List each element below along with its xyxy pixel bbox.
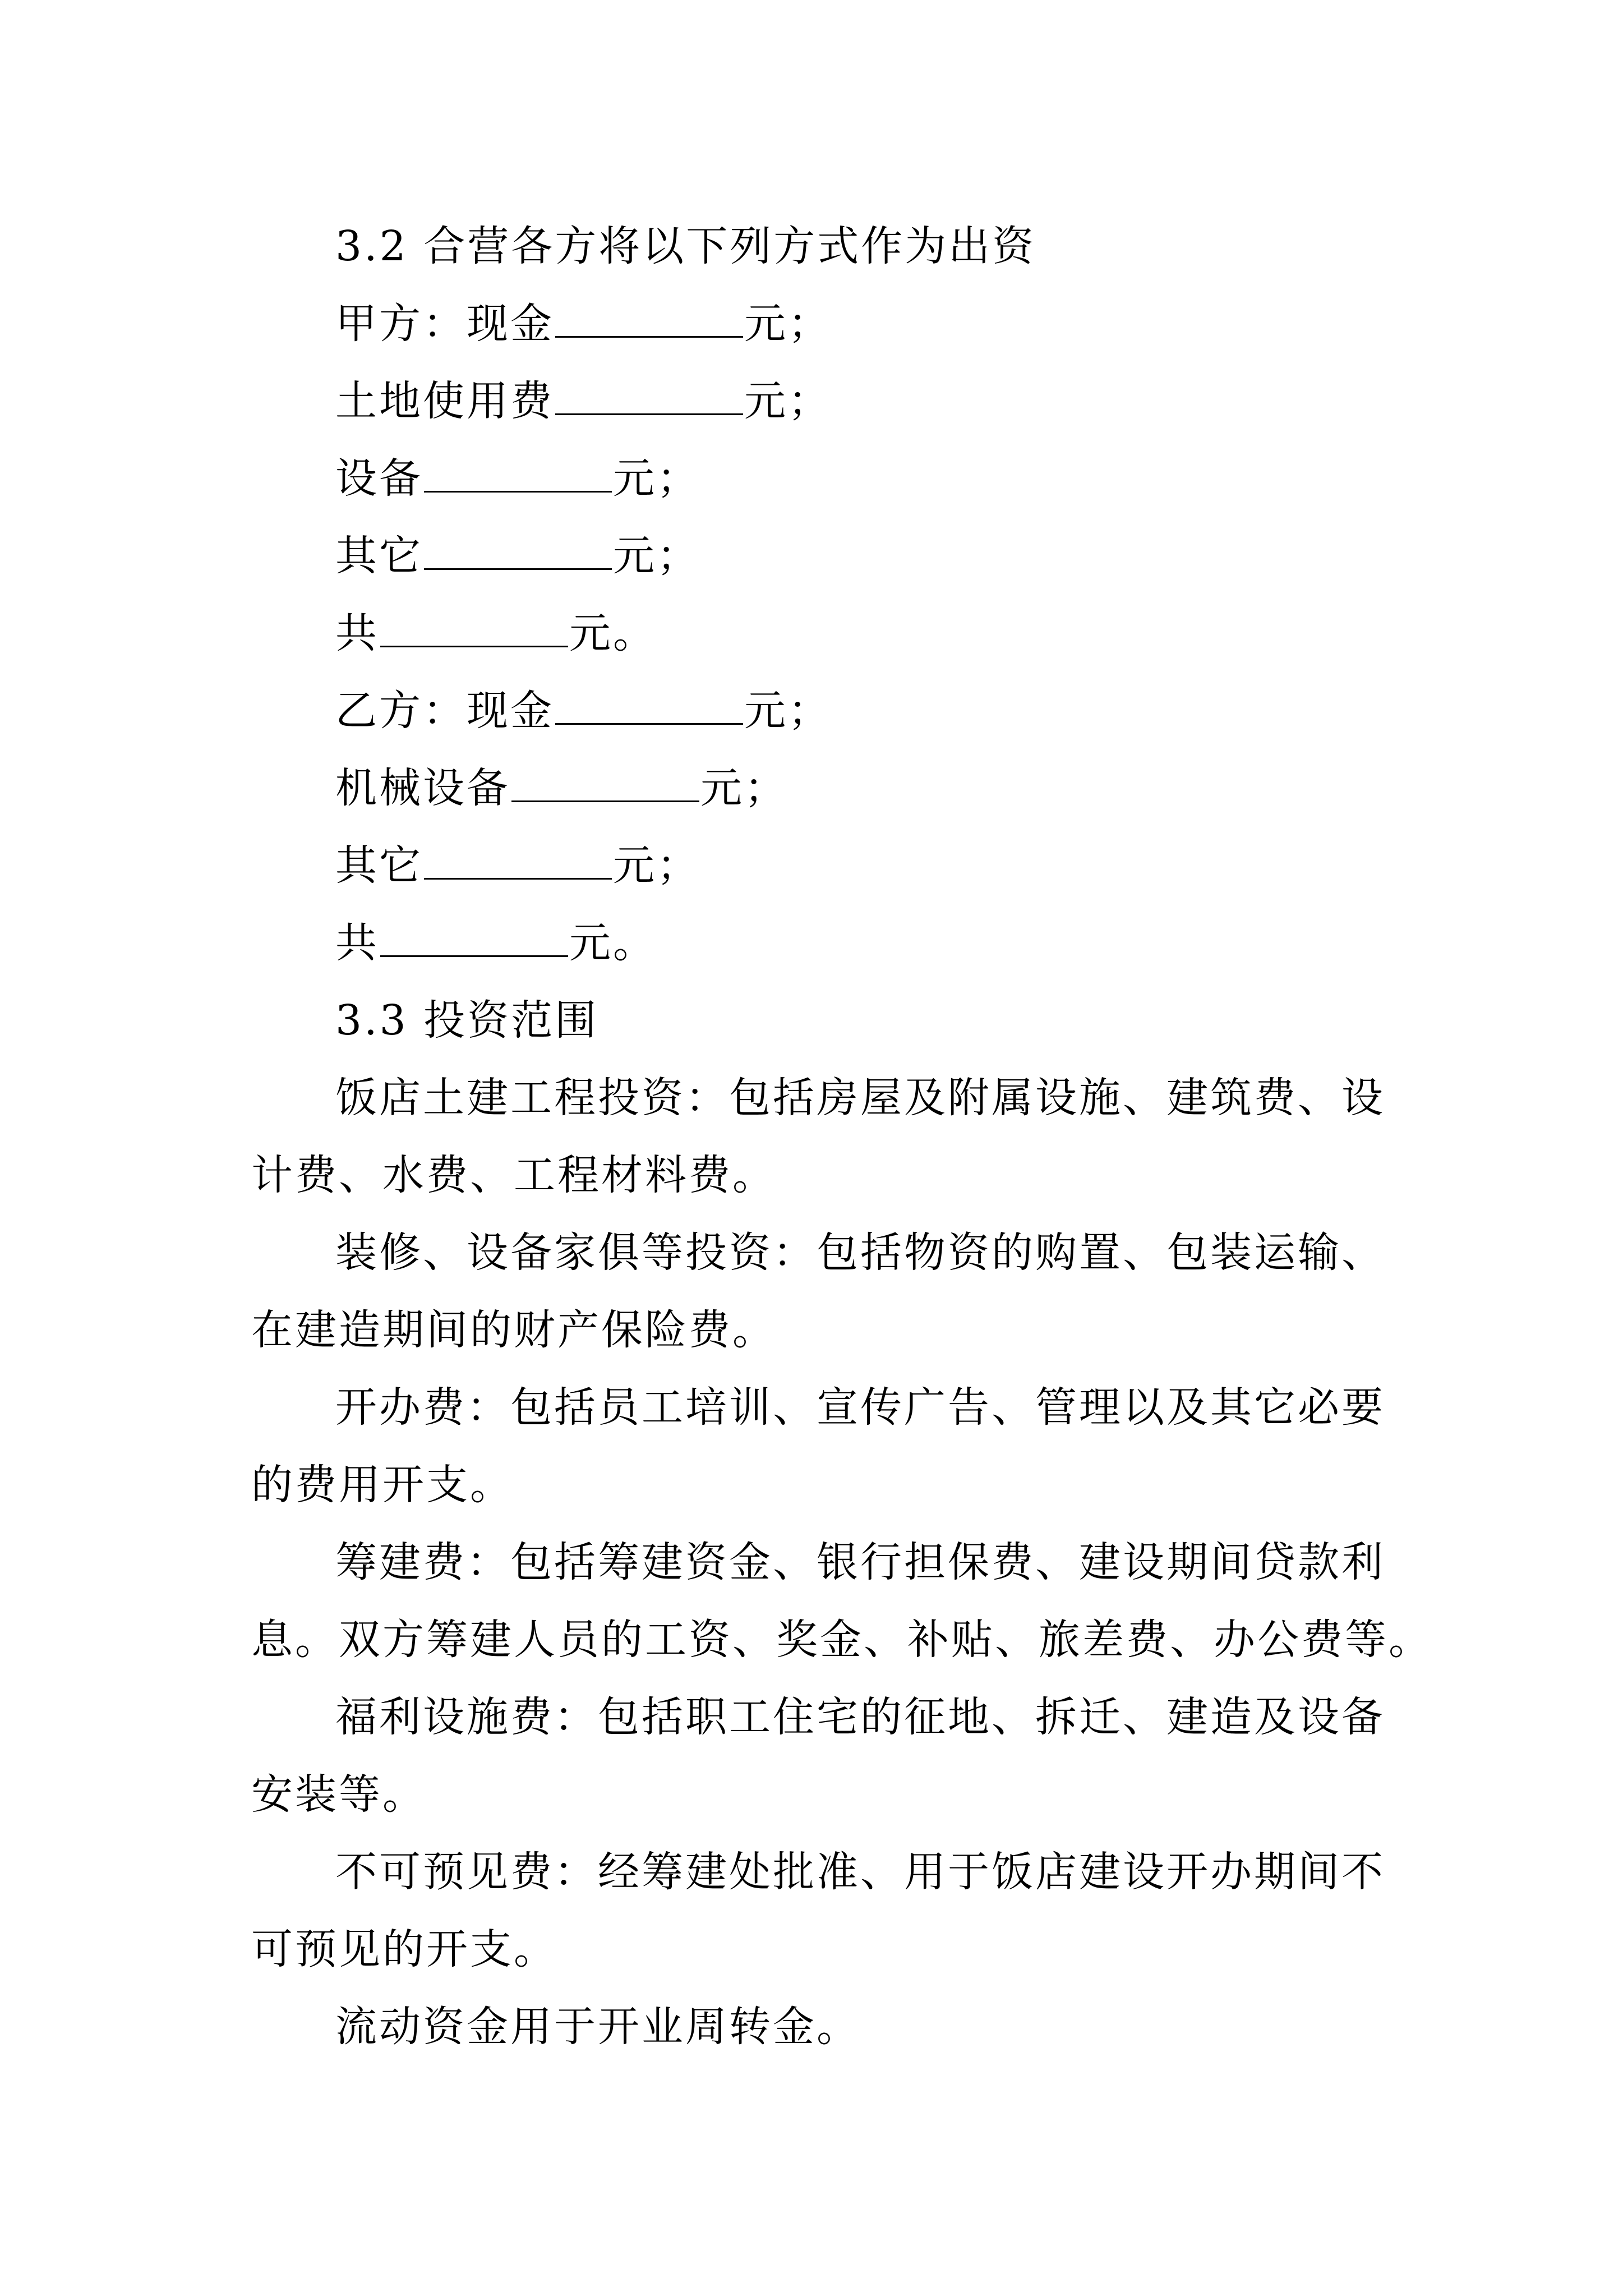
party-b-other-label: 其它: [335, 841, 423, 890]
contingency-fee-line-2: 可预见的开支。: [251, 1925, 557, 1973]
party-a-total-blank: [380, 612, 568, 647]
preparation-fee-line-2: 息。双方筹建人员的工资、奖金、补贴、旅差费、办公费等。: [251, 1616, 1432, 1664]
decoration-line-1: 装修、设备家俱等投资：包括物资的购置、包装运输、: [335, 1228, 1385, 1277]
party-b-machinery-label: 机械设备: [335, 764, 510, 812]
party-b-machinery-blank: [511, 767, 699, 802]
party-b-total-blank: [380, 922, 568, 957]
party-a-cash-unit: 元；: [744, 300, 832, 348]
opening-fee-line-1: 开办费：包括员工培训、宣传广告、管理以及其它必要: [335, 1383, 1385, 1432]
party-b-other-unit: 元；: [613, 841, 700, 890]
contingency-fee-paragraph: [251, 1833, 1395, 1988]
party-b-machinery-line: [251, 749, 1395, 827]
civil-works-paragraph: [251, 1059, 1395, 1214]
party-a-other-blank: [424, 535, 612, 570]
party-b-other-blank: [424, 844, 612, 880]
welfare-fee-line-1: 福利设施费：包括职工住宅的征地、拆迁、建造及设备: [335, 1693, 1385, 1741]
opening-fee-line-2: 的费用开支。: [251, 1461, 514, 1509]
welfare-fee-line-2: 安装等。: [251, 1770, 426, 1819]
party-a-land-line: [251, 362, 1395, 440]
party-a-land-unit: 元；: [744, 377, 832, 425]
party-b-total-line: [251, 904, 1395, 982]
party-a-other-unit: 元；: [613, 532, 700, 580]
decoration-paragraph: [251, 1214, 1395, 1369]
party-a-cash-label: 甲方：现金: [335, 300, 554, 348]
party-a-cash-blank: [555, 302, 743, 338]
opening-fee-paragraph: [251, 1369, 1395, 1524]
party-b-cash-line: [251, 672, 1395, 749]
party-a-other-label: 其它: [335, 532, 423, 580]
party-a-total-line: [251, 595, 1395, 672]
party-a-land-label: 土地使用费: [335, 377, 554, 425]
working-capital-line: 流动资金用于开业周转金。: [335, 2003, 860, 2051]
party-a-equipment-blank: [424, 457, 612, 493]
party-a-equipment-line: [251, 440, 1395, 517]
civil-works-line-1: 饭店土建工程投资：包括房屋及附属设施、建筑费、设: [335, 1074, 1385, 1122]
preparation-fee-line-1: 筹建费：包括筹建资金、银行担保费、建设期间贷款利: [335, 1538, 1385, 1586]
party-a-equipment-label: 设备: [335, 454, 423, 503]
party-a-land-blank: [555, 380, 743, 415]
civil-works-line-2: 计费、水费、工程材料费。: [251, 1151, 776, 1199]
party-a-total-unit: 元。: [569, 609, 657, 657]
party-a-equipment-unit: 元；: [613, 454, 700, 503]
contingency-fee-line-1: 不可预见费：经筹建处批准、用于饭店建设开办期间不: [335, 1848, 1385, 1896]
party-a-other-line: [251, 517, 1395, 595]
party-a-cash-line: [251, 285, 1395, 362]
party-b-other-line: [251, 827, 1395, 904]
decoration-line-2: 在建造期间的财产保险费。: [251, 1306, 776, 1354]
section-3-3-heading: 3.3 投资范围: [335, 996, 599, 1045]
welfare-fee-paragraph: [251, 1678, 1395, 1833]
party-b-total-label: 共: [335, 919, 379, 967]
party-b-cash-blank: [555, 689, 743, 725]
party-a-total-label: 共: [335, 609, 379, 657]
party-b-cash-unit: 元；: [744, 687, 832, 735]
party-b-total-unit: 元。: [569, 919, 657, 967]
party-b-machinery-unit: 元；: [700, 764, 788, 812]
document-body: [251, 208, 1432, 2065]
preparation-fee-paragraph: [251, 1524, 1432, 1678]
party-b-cash-label: 乙方：现金: [335, 687, 554, 735]
section-3-2-heading: 3.2 合营各方将以下列方式作为出资: [335, 222, 1036, 270]
